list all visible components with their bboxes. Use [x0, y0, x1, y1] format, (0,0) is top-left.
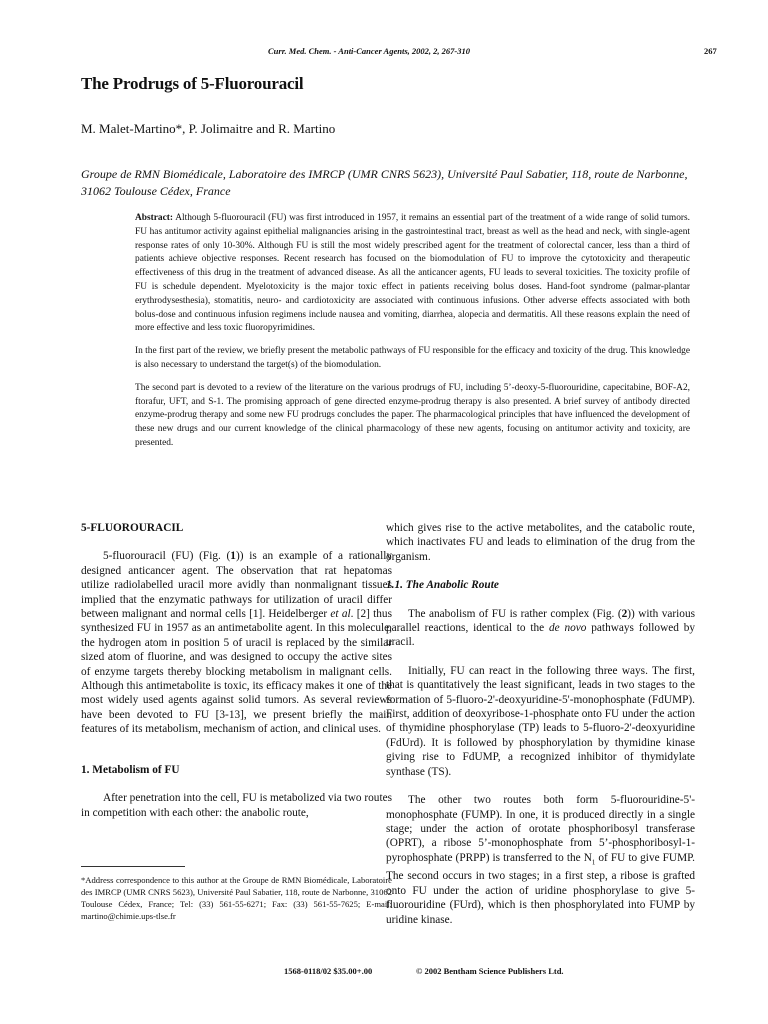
journal-citation: Curr. Med. Chem. - Anti-Cancer Agents, 2002, 2, 267-310	[268, 46, 470, 56]
author-first: M. Malet-Martino	[81, 121, 176, 136]
anabolic-paragraph-2: Initially, FU can react in the following three ways. The first, that is quantitatively the least significant, leads in two stages to the formation of 5-fluoro-2'-deoxyuridine-5'-monophosphate (FdUMP). First, addition of deoxyribose-1-phosphate onto FU under the action of thymidine phosphorylase (TP) leads to 5-fluoro-2'-deoxyuridine (FdUrd). It is followed by phosphorylation by thymidine kinase giving rise to FdUMP, a recognized inhibitor of thymidylate synthase (TS).	[386, 664, 695, 778]
anabolic-paragraph-1: The anabolism of FU is rather complex (Fig. (2)) with various parallel reactions, identical to the de novo pathways followed by uracil.	[386, 607, 696, 649]
right-column	[386, 521, 695, 941]
copyright: © 2002 Bentham Science Publishers Ltd.	[416, 966, 564, 976]
article-title: The Prodrugs of 5-Fluorouracil	[81, 74, 304, 93]
subsection-heading-anabolic: 1.1. The Anabolic Route	[386, 579, 499, 592]
abstract-text: Although 5-fluorouracil (FU) was first introduced in 1957, it remains an essential part of the treatment of a wide range of solid tumors. FU has antitumor activity against epithelial malignancies arising in the gastrointestinal tract, breast as well as the head and neck, with single-agent response rates of only 10-30%. Although FU is still the most widely prescribed agent for the treatment of colorectal cancer, less than a third of patients achieve objective responses. Recent research has focused on the biomodulation of FU to improve the cytotoxicity and therapeutic effectiveness of this drug in the treatment of advanced disease. As all the anticancer agents, FU leads to several toxicities. The toxicity profile of FU is schedule dependent. Myelotoxicity is the major toxic effect in patients receiving bolus doses. Hand-foot syndrome (palmar-plantar erythrodysesthesia), stomatitis, neuro- and cardiotoxicity are associated with continuous infusions. Other adverse effects associated with both bolus-dose and continuous infusion regimens include nausea and vomiting, diarrhea, alopecia and dermatitis. All these reasons explain the need of more effective and less toxic fluoropyrimidines.	[135, 213, 690, 334]
abstract	[135, 212, 690, 460]
intro-paragraph: 5-fluorouracil (FU) (Fig. (1)) is an example of a rationally designed anticancer agent. The observation that rat hepatomas utilize radiolabelled uracil more avidly than nonmalignant tissues implied that the enzymatic pathways for utilization of uracil differ between malignant and normal cells [1]. Heidelberger et al. [2] thus synthesized FU in 1957 as an antimetabolite agent. In this molecule, the hydrogen atom in position 5 of uracil is replaced by the similar sized atom of fluorine, and was designed to occupy the active sites of enzyme targets thereby blocking metabolism in malignant cells. Although this antimetabolite is toxic, its efficacy makes it one of the most widely used agents against solid tumors. As several reviews have been devoted to FU [3-13], we present briefly the main features of its metabolism, mechanism of action, and clinical uses.	[81, 550, 392, 736]
issn-price: 1568-0118/02 $35.00+.00	[284, 966, 373, 976]
figure-ref-1[interactable]: 1	[230, 550, 236, 563]
metabolism-paragraph: After penetration into the cell, FU is metabolized via two routes in competition with each other: the anabolic route,	[81, 792, 392, 819]
abstract-paragraph-2: In the first part of the review, we briefly present the metabolic pathways of FU responsible for the efficacy and toxicity of the drug. This knowledge is also necessary to understand the target(s) of the biomodulation.	[135, 346, 690, 370]
correspondence-footnote: *Address correspondence to this author at the Groupe de RMN Biomédicale, Laboratoire des IMRCP (UMR CNRS 5623), Université Paul Sabatier, 118, route de Narbonne, 31062 Toulouse Cédex, France; Tel: (33) 561-55-6271; Fax: (33) 561-55-7625; E-mail: martino@chimie.ups-tlse.fr	[81, 875, 392, 921]
left-column	[81, 521, 392, 834]
page-number: 267	[704, 46, 717, 56]
section-heading-fluorouracil: 5-FLUOROURACIL	[81, 522, 184, 534]
continued-paragraph: which gives rise to the active metabolites, and the catabolic route, which inactivates FU and leads to elimination of the drug from the organism.	[386, 522, 695, 563]
footnote-divider	[81, 866, 185, 867]
author-list	[81, 121, 335, 137]
figure-ref-2[interactable]: 2	[621, 607, 628, 620]
abstract-label: Abstract:	[135, 213, 174, 223]
anabolic-paragraph-3: The other two routes both form 5-fluorouridine-5'-monophosphate (FUMP). In one, it is produced directly in a single stage; under the action of orotate phosphoribosyl transferase (OPRT), a ribose 5’-monophosphate from 5’-phosphoribosyl-1-pyrophosphate (PRPP) is transferred to the $N_1$ of FU to give FUMP. The second occurs in two stages; in a first step, a ribose is grafted onto FU under the action of uridine phosphorylase to give 5-fluorouridine (FUrd), which is then phosphorylated into FUMP by uridine kinase.	[386, 794, 695, 926]
abstract-paragraph-3: The second part is devoted to a review of the literature on the various prodrugs of FU, including 5’-deoxy-5-fluorouridine, capecitabine, BOF-A2, ftorafur, UFT, and S-1. The promising approach of gene directed enzyme-prodrug therapy is also presented. A brief survey of antibody directed enzyme-prodrug therapy and some new FU prodrugs concludes the paper. The pharmacological principles that have influenced the development of these new drugs and our current knowledge of the clinical pharmacology of these new agents, focusing on antitumor activity and toxicity, are presented.	[135, 382, 690, 448]
abstract-paragraph-1	[135, 212, 690, 336]
correspondence-marker: *	[175, 121, 183, 136]
section-heading-metabolism: 1. Metabolism of FU	[81, 763, 180, 776]
affiliation: Groupe de RMN Biomédicale, Laboratoire des IMRCP (UMR CNRS 5623), Université Paul Sabatier, 118, route de Narbonne, 31062 Toulouse Cédex, France	[81, 167, 688, 198]
author-rest: , P. Jolimaitre and R. Martino	[182, 121, 336, 136]
